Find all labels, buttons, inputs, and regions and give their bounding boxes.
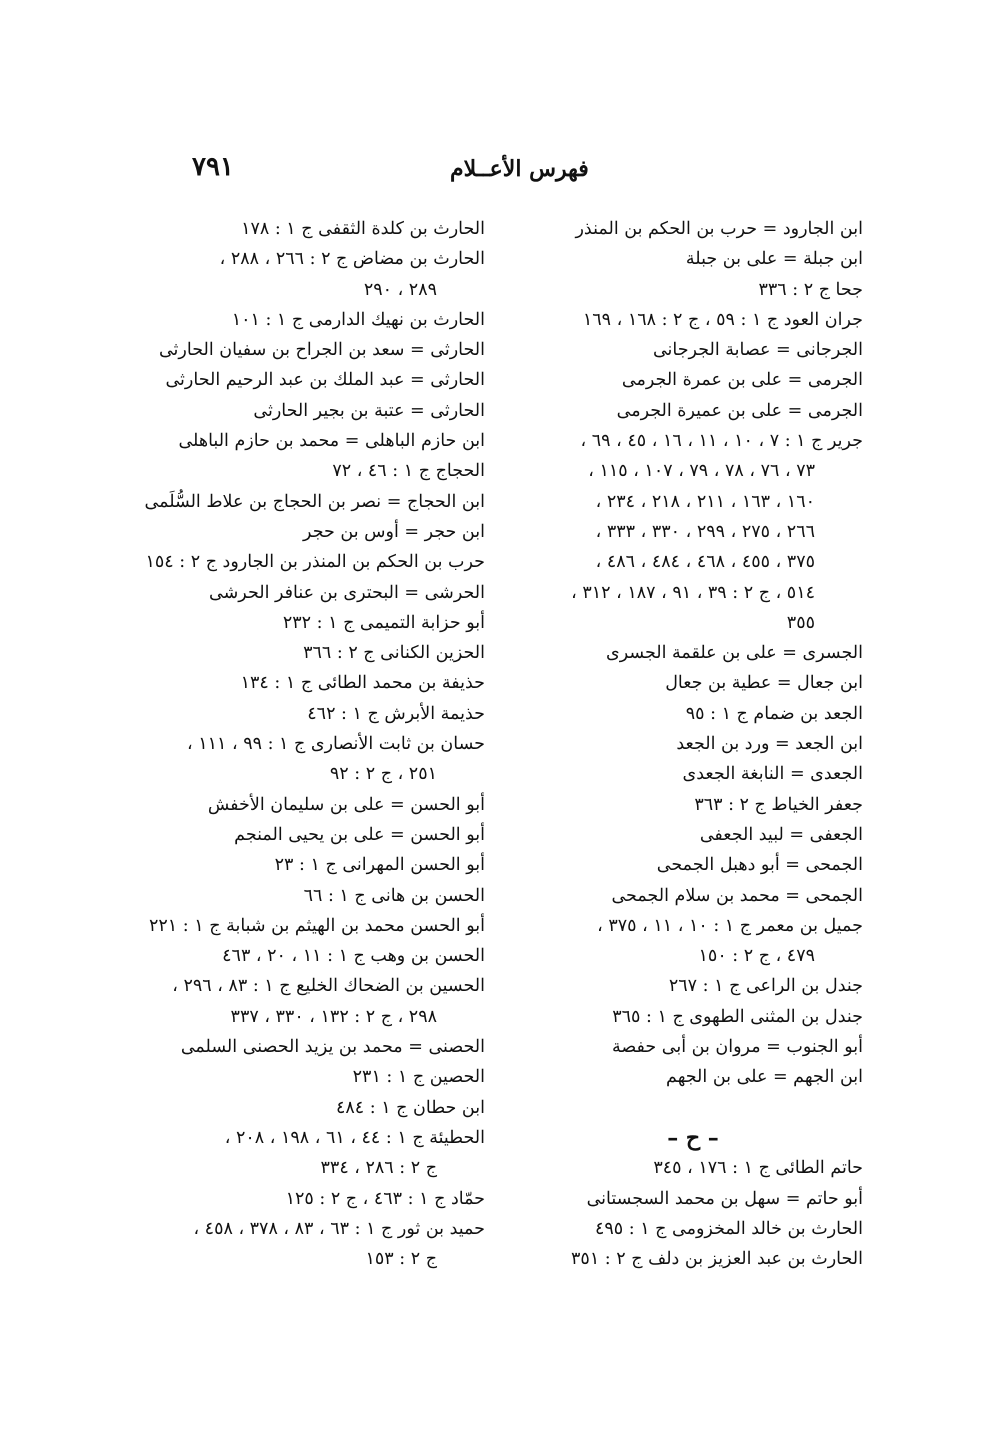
index-entry: أبو الجنوب = مروان بن أبى حفصة xyxy=(611,1037,863,1058)
index-entry: الجسرى = على بن علقمة الجسرى xyxy=(606,643,863,664)
index-entry: الحارث بن خالد المخزومى ج ١ : ٤٩٥ xyxy=(594,1218,863,1239)
index-entry: الجعفى = لبيد الجعفى xyxy=(699,824,863,845)
index-entry: الحارث بن كلدة الثقفى ج ١ : ١٧٨ xyxy=(241,219,485,239)
index-entry: الجرجانى = عصابة الجرجانى xyxy=(652,340,863,361)
index-entry: أبو الحسن = على بن سليمان الأخفش xyxy=(207,794,485,815)
index-entry: ابن حازم الباهلى = محمد بن حازم الباهلى xyxy=(178,431,485,452)
index-entry: أبو الحسن محمد بن الهيثم بن شبابة ج ١ : ٢٢١ xyxy=(149,915,485,936)
index-entry: ابن الجهم = على بن الجهم xyxy=(666,1067,863,1088)
section-heading: – ح – xyxy=(667,1124,719,1151)
index-entry: الحارث بن عبد العزيز بن دلف ج ٢ : ٣٥١ xyxy=(571,1249,863,1270)
index-entry: أبو الحسن المهرانى ج ١ : ٢٣ xyxy=(274,855,485,876)
index-entry: أبو الحسن = على بن يحيى المنجم xyxy=(234,824,485,845)
index-entry: ٧٣ ، ٧٦ ، ٧٨ ، ٧٩ ، ١٠٧ ، ١١٥ ، xyxy=(588,461,815,482)
index-entry: جران العود ج ١ : ٥٩ ، ج ٢ : ١٦٨ ، ١٦٩ xyxy=(582,309,863,330)
index-entry: ابن حجر = أوس بن حجر xyxy=(303,521,485,542)
index-entry: ابن الحجاج = نصر بن الحجاج بن علاط السُّلَمى xyxy=(144,491,485,512)
index-entry: الحجاج ج ١ : ٤٦ ، ٧٢ xyxy=(332,461,485,482)
index-entry: ابن جعال = عطية بن جعال xyxy=(665,673,863,694)
index-entry: ابن جبلة = على بن جبلة xyxy=(685,249,863,270)
index-entry: جحا ج ٢ : ٣٣٦ xyxy=(758,279,863,300)
index-entry: ٣٥٥ xyxy=(786,612,815,633)
index-entry: ٢٦٦ ، ٢٧٥ ، ٢٩٩ ، ٣٣٠ ، ٣٣٣ ، xyxy=(595,521,815,542)
index-entry: الحزين الكنانى ج ٢ : ٣٦٦ xyxy=(303,643,485,664)
index-entry: أبو حاتم = سهل بن محمد السجستانى xyxy=(586,1188,863,1209)
index-entry: الحطيئة ج ١ : ٤٤ ، ٦١ ، ١٩٨ ، ٢٠٨ ، xyxy=(224,1127,485,1148)
index-column-left xyxy=(140,214,485,1274)
index-entry: ١٦٠ ، ١٦٣ ، ٢١١ ، ٢١٨ ، ٢٣٤ ، xyxy=(595,491,815,512)
index-entry: حسان بن ثابت الأنصارى ج ١ : ٩٩ ، ١١١ ، xyxy=(187,734,485,755)
index-entry: ج ٢ : ١٥٣ xyxy=(365,1249,437,1270)
index-entry: ٣٧٥ ، ٤٥٥ ، ٤٦٨ ، ٤٨٤ ، ٤٨٦ ، xyxy=(595,552,815,573)
index-entry: الحارثى = عتبة بن بجير الحارثى xyxy=(253,400,485,421)
index-entry: الحارث بن نهيك الدارمى ج ١ : ١٠١ xyxy=(231,309,485,330)
index-entry: الحسن بن هانى ج ١ : ٦٦ xyxy=(303,885,485,906)
index-entry: الحسين بن الضحاك الخليع ج ١ : ٨٣ ، ٢٩٦ ، xyxy=(172,976,485,997)
page-header xyxy=(160,152,860,192)
index-entry: الجرمى = على بن عمرة الجرمى xyxy=(621,370,863,391)
index-entry: الحارثى = عبد الملك بن عبد الرحيم الحارثى xyxy=(165,370,485,391)
index-entry: الحارثى = سعد بن الجراح بن سفيان الحارثى xyxy=(158,340,485,361)
index-entry: ابن حطان ج ١ : ٤٨٤ xyxy=(335,1097,485,1118)
page-number: ٧٩١ xyxy=(192,152,234,182)
index-entry: الحسن بن وهب ج ١ : ١١ ، ٢٠ ، ٤٦٣ xyxy=(222,946,485,967)
index-entry: الحرشى = البحترى بن عنافر الحرشى xyxy=(209,582,485,603)
spacer xyxy=(523,1093,863,1123)
index-entry: الجعد بن ضمام ج ١ : ٩٥ xyxy=(685,703,863,724)
index-entry: جميل بن معمر ج ١ : ١٠ ، ١١ ، ٣٧٥ ، xyxy=(597,915,863,936)
index-entry: الجمحى = محمد بن سلام الجمحى xyxy=(611,885,863,906)
index-entry: حاتم الطائى ج ١ : ١٧٦ ، ٣٤٥ xyxy=(653,1158,863,1179)
index-entry: جندل بن المثنى الطهوى ج ١ : ٣٦٥ xyxy=(612,1006,863,1027)
index-entry: أبو حزابة التميمى ج ١ : ٢٣٢ xyxy=(282,612,485,633)
index-entry: الجرمى = على بن عميرة الجرمى xyxy=(616,400,863,421)
index-entry: الجعدى = النابغة الجعدى xyxy=(682,764,863,785)
index-column-right xyxy=(523,214,863,1274)
index-entry: حذيمة الأبرش ج ١ : ٤٦٢ xyxy=(307,703,485,724)
page-title: فهرس الأعــلام xyxy=(450,156,589,182)
index-entry: ج ٢ : ٢٨٦ ، ٣٣٤ xyxy=(320,1158,437,1179)
index-entry: حرب بن الحكم بن المنذر بن الجارود ج ٢ : ١٥٤ xyxy=(145,552,485,573)
index-entry: الحصين ج ١ : ٢٣١ xyxy=(352,1067,485,1088)
index-entry: الحصنى = محمد بن يزيد الحصنى السلمى xyxy=(180,1037,485,1058)
index-entry: الحارث بن مضاض ج ٢ : ٢٦٦ ، ٢٨٨ ، xyxy=(219,249,485,270)
index-entry: ٥١٤ ، ج ٢ : ٣٩ ، ٩١ ، ١٨٧ ، ٣١٢ ، xyxy=(571,582,815,603)
index-entry: ٢٩٨ ، ج ٢ : ١٣٢ ، ٣٣٠ ، ٣٣٧ xyxy=(230,1006,437,1027)
index-entry: ابن الجعد = ورد بن الجعد xyxy=(676,734,863,755)
index-entry: جندل بن الراعى ج ١ : ٢٦٧ xyxy=(668,976,863,997)
index-entry: حمّاد ج ١ : ٤٦٣ ، ج ٢ : ١٢٥ xyxy=(285,1188,485,1209)
index-entry: جعفر الخياط ج ٢ : ٣٦٣ xyxy=(694,794,863,815)
index-entry: ٤٧٩ ، ج ٢ : ١٥٠ xyxy=(698,946,815,967)
index-entry: ٢٨٩ ، ٢٩٠ xyxy=(363,279,437,300)
index-entry: حميد بن ثور ج ١ : ٦٣ ، ٨٣ ، ٣٧٨ ، ٤٥٨ ، xyxy=(193,1218,485,1239)
index-entry: ابن الجارود = حرب بن الحكم بن المنذر xyxy=(575,219,863,239)
index-entry: حذيفة بن محمد الطائى ج ١ : ١٣٤ xyxy=(240,673,485,694)
index-entry: الجمحى = أبو دهبل الجمحى xyxy=(656,855,863,876)
index-entry: ٢٥١ ، ج ٢ : ٩٢ xyxy=(329,764,437,785)
index-entry: جرير ج ١ : ٧ ، ١٠ ، ١١ ، ١٦ ، ٤٥ ، ٦٩ ، xyxy=(580,431,863,452)
